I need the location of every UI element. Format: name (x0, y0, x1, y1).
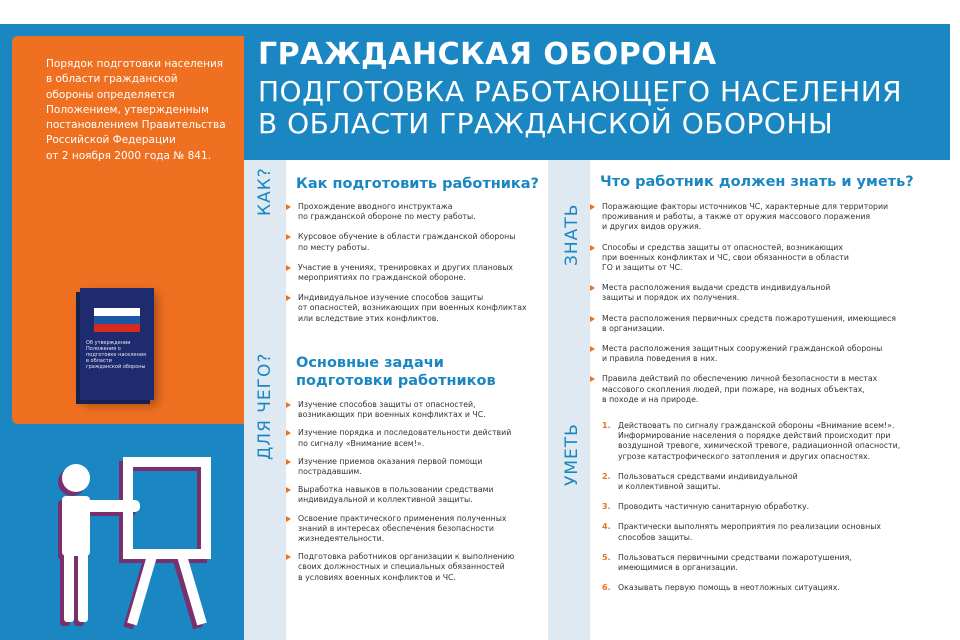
skill-number: 1. (602, 421, 611, 430)
how-list (286, 202, 544, 334)
side-label-umet: УМЕТЬ (562, 423, 582, 486)
intro-text (46, 57, 232, 164)
skill-number: 6. (602, 583, 611, 593)
side-label-kak: КАК? (255, 167, 275, 216)
skills-list-item: 4. Практически выполнять мероприятия по реализации основных способов защиты. (602, 522, 881, 542)
how-list-item: Участие в учениях, тренировках и других плановых мероприятиях по гражданской обороне. (286, 263, 544, 283)
tasks-list-item: Изучение приемов оказания первой помощи пострадавшим. (286, 457, 544, 477)
intro-line: обороны определяется (46, 88, 175, 101)
tasks-list-item: Изучение порядка и последовательности действий по сигналу «Внимание всем!». (286, 428, 544, 448)
know-list-item: Места расположения первичных средств пожаротушения, имеющиеся в организации. (590, 314, 950, 334)
intro-line: в области гражданской (46, 73, 178, 86)
tasks-title-line: Основные задачи (296, 355, 444, 371)
intro-line: от 2 ноября 2000 года № 841. (46, 149, 211, 162)
skill-number: 2. (602, 471, 611, 481)
how-list-item: Индивидуальное изучение способов защиты от опасностей, возникающих при военных конфликтах или вследствие этих конфликтов. (286, 293, 544, 324)
how-section-title: Как подготовить работника? (296, 176, 539, 192)
intro-line: Порядок подготовки населения (46, 58, 224, 70)
know-list-item: Места расположения выдачи средств индивидуальной защиты и порядок их получения. (590, 283, 950, 303)
teacher-at-board-icon (30, 444, 230, 634)
side-label-dlya-chego: ДЛЯ ЧЕГО? (255, 352, 275, 460)
tasks-section-title (296, 354, 546, 390)
regulation-book-image (80, 288, 154, 400)
skills-list-item: 6. Оказывать первую помощь в неотложных ситуациях. (602, 583, 840, 593)
tasks-list (286, 400, 544, 591)
intro-line: Российской Федерации (46, 134, 176, 147)
know-section-title: Что работник должен знать и уметь? (600, 174, 914, 190)
how-list-item: Прохождение вводного инструктажа по гражданской обороне по месту работы. (286, 202, 544, 222)
skills-list-item: 5. Пользоваться первичными средствами пожаротушения, имеющимися в организации. (602, 552, 852, 573)
intro-line: Положением, утвержденным (46, 103, 209, 116)
tasks-list-item: Изучение способов защиты от опасностей, возникающих при военных конфликтах и ЧС. (286, 400, 544, 420)
know-list-item: Способы и средства защиты от опасностей, возникающих при военных конфликтах и ЧС, свои обязанности в области ГО и защиты от ЧС. (590, 243, 950, 274)
know-list-item: Правила действий по обеспечению личной безопасности в местах массового скопления людей, при пожаре, на водных объектах, в походе и на природе. (590, 374, 950, 405)
russian-flag-icon (94, 308, 140, 332)
tasks-list-item: Выработка навыков в пользовании средствами индивидуальной и коллективной защиты. (286, 485, 544, 505)
intro-line: постановлением Правительства (46, 119, 226, 132)
skills-list (602, 421, 952, 603)
skills-list-item: 2. Пользоваться средствами индивидуальной и коллективной защиты. (602, 471, 798, 492)
side-label-znat: ЗНАТЬ (562, 203, 582, 266)
subtitle-line: ПОДГОТОВКА РАБОТАЮЩЕГО НАСЕЛЕНИЯ (258, 75, 903, 108)
skill-number: 4. (602, 522, 611, 532)
subtitle-line: В ОБЛАСТИ ГРАЖДАНСКОЙ ОБОРОНЫ (258, 107, 834, 140)
page-subtitle (258, 76, 948, 140)
how-list-item: Курсовое обучение в области гражданской обороны по месту работы. (286, 232, 544, 252)
know-list-item: Места расположения защитных сооружений гражданской обороны и правила поведения в них. (590, 344, 950, 364)
tasks-list-item: Подготовка работников организации к выполнению своих должностных и специальных обязанностей в условиях военных конфликтов и ЧС. (286, 552, 544, 583)
know-list (590, 202, 950, 415)
tasks-list-item: Освоение практического применения полученных знаний в интересах обеспечения безопасности жизнедеятельности. (286, 514, 544, 545)
tasks-title-line: подготовки работников (296, 373, 496, 389)
skill-number: 5. (602, 552, 611, 562)
skill-number: 3. (602, 502, 611, 512)
skills-list-item: 1. Действовать по сигналу гражданской обороны «Внимание всем!». Информирование населения о порядке действий происходит при воздушной тревоге, химической тревоге, радиационной опасности, угрозе катастрофического затопления и других опасностях. (602, 421, 901, 461)
skills-list-item: 3. Проводить частичную санитарную обработку. (602, 502, 810, 512)
page-title: ГРАЖДАНСКАЯ ОБОРОНА (258, 37, 717, 72)
book-cover-title: Об утверждении Положения о подготовке населения в области гражданской обороны (86, 340, 147, 370)
know-list-item: Поражающие факторы источников ЧС, характерные для территории проживания и работы, а также от оружия массового поражения и других видов оружия. (590, 202, 950, 233)
